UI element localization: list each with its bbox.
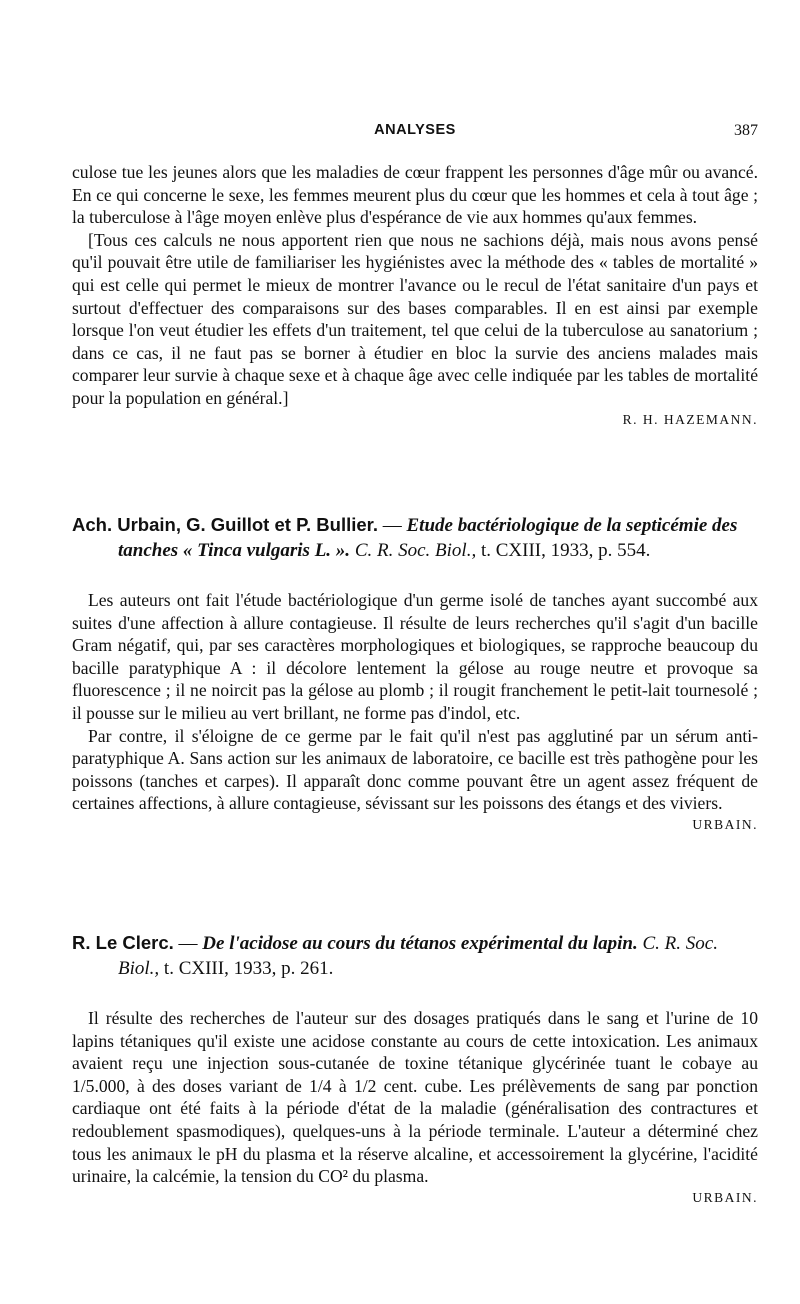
review-le-clerc-acidose [72,930,758,1206]
review-paragraph: Il résulte des recherches de l'auteur sur des dosages pratiqués dans le sang et l'urine de 10 lapins tétaniques qu'il existe une acidose constante au cours de cette intoxication. Les animaux avaient reçu une injection sous-cutanée de toxine tétanique glycérinée tuant le cobaye au 1/5.000, à des doses variant de 1/4 à 1/2 cent. cube. Les prélèvements de sang par ponction cardiaque ont été faits à la période d'état de la maladie (généralisation des contractures et redoublement spasmodiques), quelques-uns à la période terminale. L'auteur a déterminé chez tous les animaux le pH du plasma et la réserve alcaline, et accessoirement la glycérine, l'acidité urinaire, la calcémie, la tension du CO² du plasma. [72,1008,758,1187]
journal-name: C. R. Soc. Biol., [118,933,718,979]
review-paragraph: Les auteurs ont fait l'étude bactériologique d'un germe isolé de tanches ayant succombé aux suites d'une affection à allure contagieuse. Il résulte de leurs recherches qu'il s'agit d'un bacille Gram négatif, qui, par ses caractères morphologiques et biologiques, se rapproche beaucoup du bacille paratyphique A : il décolore lentement la gélose au rouge neutre et provoque sa fluorescence ; il ne noircit pas la gélose au plomb ; il rougit franchement le petit-lait tournesolé ; il pousse sur le milieu au vert brillant, ne forme pas d'indol, etc. [72,590,758,723]
review-title [72,930,758,981]
review-abstract [72,589,758,833]
review-paragraph: culose tue les jeunes alors que les maladies de cœur frappent les personnes d'âge mûr ou avancé. En ce qui concerne le sexe, les femmes meurent plus du cœur que les hommes et cela à tout âge ; la tuberculose à l'âge moyen enlève plus d'espérance de vie aux hommes qu'aux femmes. [72,162,758,228]
reviewer-signature: URBAIN. [692,1189,758,1205]
page-header [72,122,758,144]
running-head: ANALYSES [374,122,456,138]
reviewer-signature: URBAIN. [692,816,758,832]
review-authors: Ach. Urbain, G. Guillot et P. Bullier. [72,514,378,535]
review-hazemann [72,161,758,428]
title-dash: — [173,933,203,954]
journal-reference: t. CXIII, 1933, p. 554. [480,540,651,561]
journal-name: C. R. Soc. Biol., [354,540,477,561]
review-urbain-septicemie [72,512,758,833]
review-paragraph: [Tous ces calculs ne nous apportent rien que nous ne sachions déjà, mais nous avons pensé qu'il pouvait être utile de familiariser les hygiénistes avec la méthode des « tables de mortalité » qui est celle qui permet le mieux de montrer l'avance ou le recul de l'état sanitaire d'un pays et surtout d'effectuer des comparaisons sur des bases comparables. Il en est ainsi par exemple lorsque l'on veut étudier les effets d'un traitement, tel que celui de la tuberculose au sanatorium ; dans ce cas, il ne faut pas se borner à étudier en bloc la survie des anciens malades mais comparer leur survie à chaque sexe et à chaque âge avec celle indiquée par les tables de mortalité pour la population en général.] [72,229,758,408]
article-title: Etude bactériologique de la septicémie des tanches « Tinca vulgaris L. ». [118,515,738,561]
article-title: De l'acidose au cours du tétanos expérimental du lapin. [202,933,638,954]
reviewer-signature: R. H. HAZEMANN. [622,411,758,427]
title-dash: — [378,515,407,536]
page-number: 387 [734,122,758,139]
review-paragraph: Par contre, il s'éloigne de ce germe par le fait qu'il n'est pas agglutiné par un sérum anti-paratyphique A. Sans action sur les animaux de laboratoire, ce bacille est très pathogène pour les poissons (tanches et carpes). Il apparaît donc comme pouvant être un agent assez fréquent de certaines affections, à allure contagieuse, sévissant sur les poissons des étangs et des viviers. [72,725,758,814]
review-title [72,512,758,563]
journal-reference: t. CXIII, 1933, p. 261. [163,958,334,979]
review-authors: R. Le Clerc. [72,932,174,953]
review-abstract [72,1007,758,1206]
